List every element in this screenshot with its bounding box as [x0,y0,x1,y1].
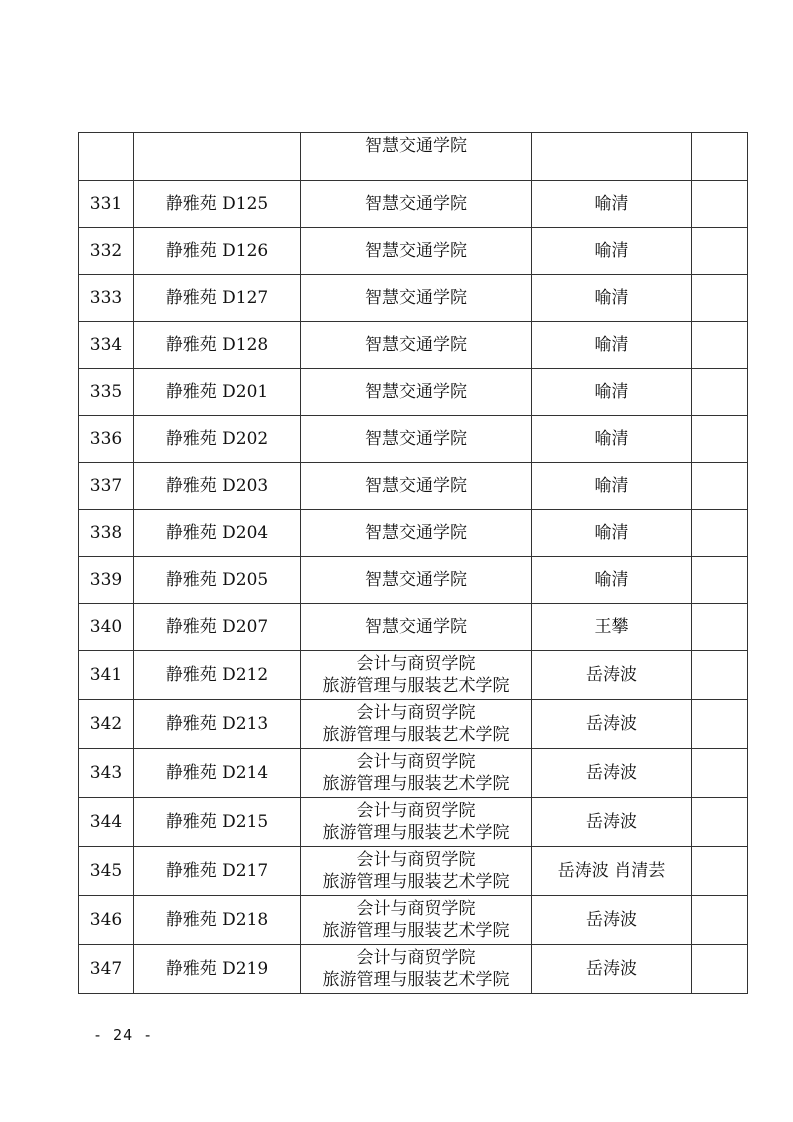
cell-college [301,228,532,275]
table-row [79,557,748,604]
cell-college [301,416,532,463]
cell-staff: 喻清 [532,369,692,416]
cell-room: 静雅苑 D125 [134,181,301,228]
college-line: 智慧交通学院 [365,194,467,214]
cell-remark [692,510,748,557]
cell-room: 静雅苑 D204 [134,510,301,557]
college-line: 智慧交通学院 [365,476,467,496]
cell-staff: 岳涛波 [532,700,692,749]
cell-college [301,651,532,700]
table-row [79,416,748,463]
cell-college [301,798,532,847]
table-row [79,896,748,945]
college-line: 智慧交通学院 [365,335,467,355]
table-row [79,945,748,994]
college-line: 会计与商贸学院 [356,654,476,674]
cell-college [301,945,532,994]
cell-remark [692,847,748,896]
table-row [79,369,748,416]
college-line: 会计与商贸学院 [356,850,476,870]
cell-staff: 喻清 [532,510,692,557]
table-row [79,463,748,510]
table-row [79,604,748,651]
dormitory-table [78,132,748,994]
table-row [79,228,748,275]
cell-remark [692,749,748,798]
cell-no: 343 [79,749,134,798]
cell-room: 静雅苑 D203 [134,463,301,510]
cell-no: 341 [79,651,134,700]
cell-college [301,896,532,945]
college-line: 会计与商贸学院 [356,752,476,772]
cell-staff: 岳涛波 [532,896,692,945]
cell-staff: 喻清 [532,275,692,322]
college-line: 智慧交通学院 [365,288,467,308]
college-line: 会计与商贸学院 [356,948,476,968]
table-row [79,798,748,847]
college-line: 智慧交通学院 [365,617,467,637]
cell-staff: 岳涛波 [532,945,692,994]
cell-staff: 喻清 [532,416,692,463]
cell-college [301,700,532,749]
cell-room: 静雅苑 D205 [134,557,301,604]
college-line: 智慧交通学院 [365,136,467,156]
cell-college [301,510,532,557]
college-line: 会计与商贸学院 [356,703,476,723]
cell-no: 336 [79,416,134,463]
cell-no: 338 [79,510,134,557]
page-number: - 24 - [93,1026,154,1044]
table-row [79,181,748,228]
cell-no: 339 [79,557,134,604]
cell-no: 331 [79,181,134,228]
table-row [79,651,748,700]
cell-college [301,749,532,798]
cell-room: 静雅苑 D201 [134,369,301,416]
cell-room: 静雅苑 D202 [134,416,301,463]
cell-staff: 喻清 [532,557,692,604]
cell-staff: 喻清 [532,181,692,228]
cell-college [301,133,532,181]
cell-no: 342 [79,700,134,749]
college-line: 旅游管理与服装艺术学院 [322,676,510,696]
cell-remark [692,463,748,510]
cell-remark [692,228,748,275]
table-body [79,133,748,994]
cell-no: 337 [79,463,134,510]
table-row [79,749,748,798]
cell-no: 334 [79,322,134,369]
cell-remark [692,181,748,228]
cell-staff: 喻清 [532,463,692,510]
table-row [79,700,748,749]
college-line: 旅游管理与服装艺术学院 [322,872,510,892]
cell-remark [692,798,748,847]
cell-remark [692,416,748,463]
cell-remark [692,369,748,416]
college-line: 旅游管理与服装艺术学院 [322,970,510,990]
cell-remark [692,604,748,651]
cell-staff: 喻清 [532,228,692,275]
cell-college [301,275,532,322]
cell-remark [692,700,748,749]
college-line: 旅游管理与服装艺术学院 [322,774,510,794]
table-row [79,847,748,896]
cell-college [301,604,532,651]
cell-no: 332 [79,228,134,275]
cell-college [301,463,532,510]
cell-staff: 岳涛波 [532,651,692,700]
cell-no: 333 [79,275,134,322]
cell-no: 344 [79,798,134,847]
cell-college [301,847,532,896]
cell-remark [692,322,748,369]
cell-staff: 岳涛波 [532,749,692,798]
cell-room: 静雅苑 D213 [134,700,301,749]
cell-college [301,322,532,369]
cell-staff [532,133,692,181]
cell-college [301,557,532,604]
cell-room: 静雅苑 D212 [134,651,301,700]
cell-room: 静雅苑 D127 [134,275,301,322]
cell-room: 静雅苑 D219 [134,945,301,994]
cell-college [301,181,532,228]
cell-room [134,133,301,181]
college-line: 旅游管理与服装艺术学院 [322,725,510,745]
cell-no: 335 [79,369,134,416]
cell-college [301,369,532,416]
cell-staff: 王攀 [532,604,692,651]
cell-staff: 喻清 [532,322,692,369]
cell-no [79,133,134,181]
cell-room: 静雅苑 D214 [134,749,301,798]
cell-remark [692,945,748,994]
table-row-continued [79,133,748,181]
cell-staff: 岳涛波 肖清芸 [532,847,692,896]
cell-no: 340 [79,604,134,651]
cell-remark [692,133,748,181]
table-row [79,510,748,557]
college-line: 智慧交通学院 [365,570,467,590]
cell-staff: 岳涛波 [532,798,692,847]
cell-room: 静雅苑 D126 [134,228,301,275]
college-line: 智慧交通学院 [365,382,467,402]
college-line: 智慧交通学院 [365,429,467,449]
cell-no: 347 [79,945,134,994]
college-line: 智慧交通学院 [365,241,467,261]
table-row [79,322,748,369]
cell-remark [692,651,748,700]
cell-room: 静雅苑 D128 [134,322,301,369]
cell-no: 346 [79,896,134,945]
cell-room: 静雅苑 D207 [134,604,301,651]
table-row [79,275,748,322]
college-line: 旅游管理与服装艺术学院 [322,823,510,843]
cell-room: 静雅苑 D215 [134,798,301,847]
cell-no: 345 [79,847,134,896]
cell-room: 静雅苑 D218 [134,896,301,945]
college-line: 会计与商贸学院 [356,899,476,919]
college-line: 智慧交通学院 [365,523,467,543]
cell-room: 静雅苑 D217 [134,847,301,896]
college-line: 会计与商贸学院 [356,801,476,821]
cell-remark [692,557,748,604]
cell-remark [692,275,748,322]
cell-remark [692,896,748,945]
college-line: 旅游管理与服装艺术学院 [322,921,510,941]
